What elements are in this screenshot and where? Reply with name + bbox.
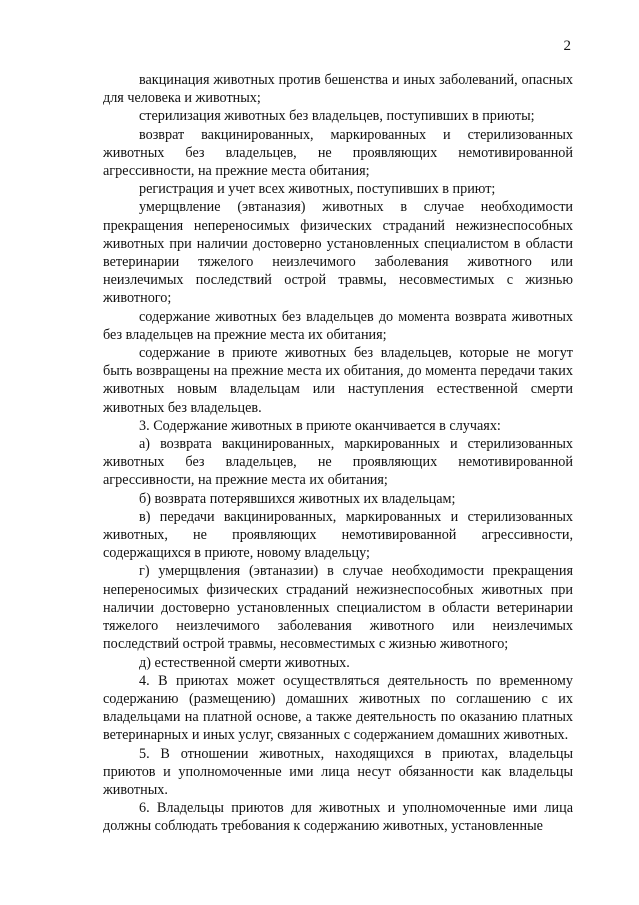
paragraph-item-3d: д) естественной смерти животных. — [139, 654, 350, 671]
paragraph-keeping-in-shelter: содержание в приюте животных без владельцев, которые не могут быть возвращены на прежние места их обитания, до момента передачи таких животных новым владельцам или наступления естественной смерти животных без владельцев. — [103, 345, 573, 416]
paragraph-item-4: 4. В приютах может осуществляться деятельность по временному содержанию (размещению) домашних животных по соглашению с их владельцами на платной основе, а также деятельность по оказанию платных ветеринарных и иных услуг, связанных с содержанием домашних животных. — [103, 672, 573, 744]
paragraph-euthanasia: умерщвление (эвтаназия) животных в случае необходимости прекращения непереносимых физических страданий нежизнеспособных животных при наличии достоверно установленных специалистом в области ветеринарии тяжелого неизлечимого заболевания животного или неизлечимых последствий острой травмы, несовместимых с жизнью животного; — [103, 199, 573, 307]
paragraph-registration: регистрация и учет всех животных, поступивших в приют; — [139, 181, 496, 198]
paragraph-sterilization: стерилизация животных без владельцев, поступивших в приюты; — [139, 108, 535, 125]
paragraph-item-3: 3. Содержание животных в приюте оканчивается в случаях: — [139, 417, 501, 434]
document-body — [103, 71, 573, 836]
paragraph-vaccination: вакцинация животных против бешенства и иных заболеваний, опасных для человека и животных; — [103, 72, 573, 107]
paragraph-item-6: 6. Владельцы приютов для животных и уполномоченные ими лица должны соблюдать требования к содержанию животных, установленные — [103, 800, 573, 835]
paragraph-item-3b: б) возврата потерявшихся животных их владельцам; — [139, 490, 456, 507]
paragraph-item-3g: г) умерщвления (эвтаназии) в случае необходимости прекращения непереносимых физических страданий нежизнеспособных животных при наличии достоверно установленных специалистом в области ветеринарии тяжелого неизлечимого заболевания животного или неизлечимых последствий острой травмы, несовместимых с жизнью животного; — [103, 563, 573, 653]
paragraph-item-3v: в) передачи вакцинированных, маркированных и стерилизованных животных, не проявляющих немотивированной агрессивности, содержащихся в приюте, новому владельцу; — [103, 508, 573, 562]
paragraph-item-3a: а) возврата вакцинированных, маркированных и стерилизованных животных без владельцев, не проявляющих немотивированной агрессивности, на прежние места их обитания; — [103, 436, 573, 489]
page-number: 2 — [563, 38, 571, 54]
paragraph-item-5: 5. В отношении животных, находящихся в приютах, владельцы приютов и уполномоченные ими лица несут обязанности как владельцы животных. — [103, 745, 573, 798]
paragraph-return-animals: возврат вакцинированных, маркированных и стерилизованных животных без владельцев, не проявляющих немотивированной агрессивности, на прежние места обитания; — [103, 126, 573, 180]
paragraph-keeping-until-return: содержание животных без владельцев до момента возврата животных без владельцев на прежние места их обитания; — [103, 308, 573, 343]
